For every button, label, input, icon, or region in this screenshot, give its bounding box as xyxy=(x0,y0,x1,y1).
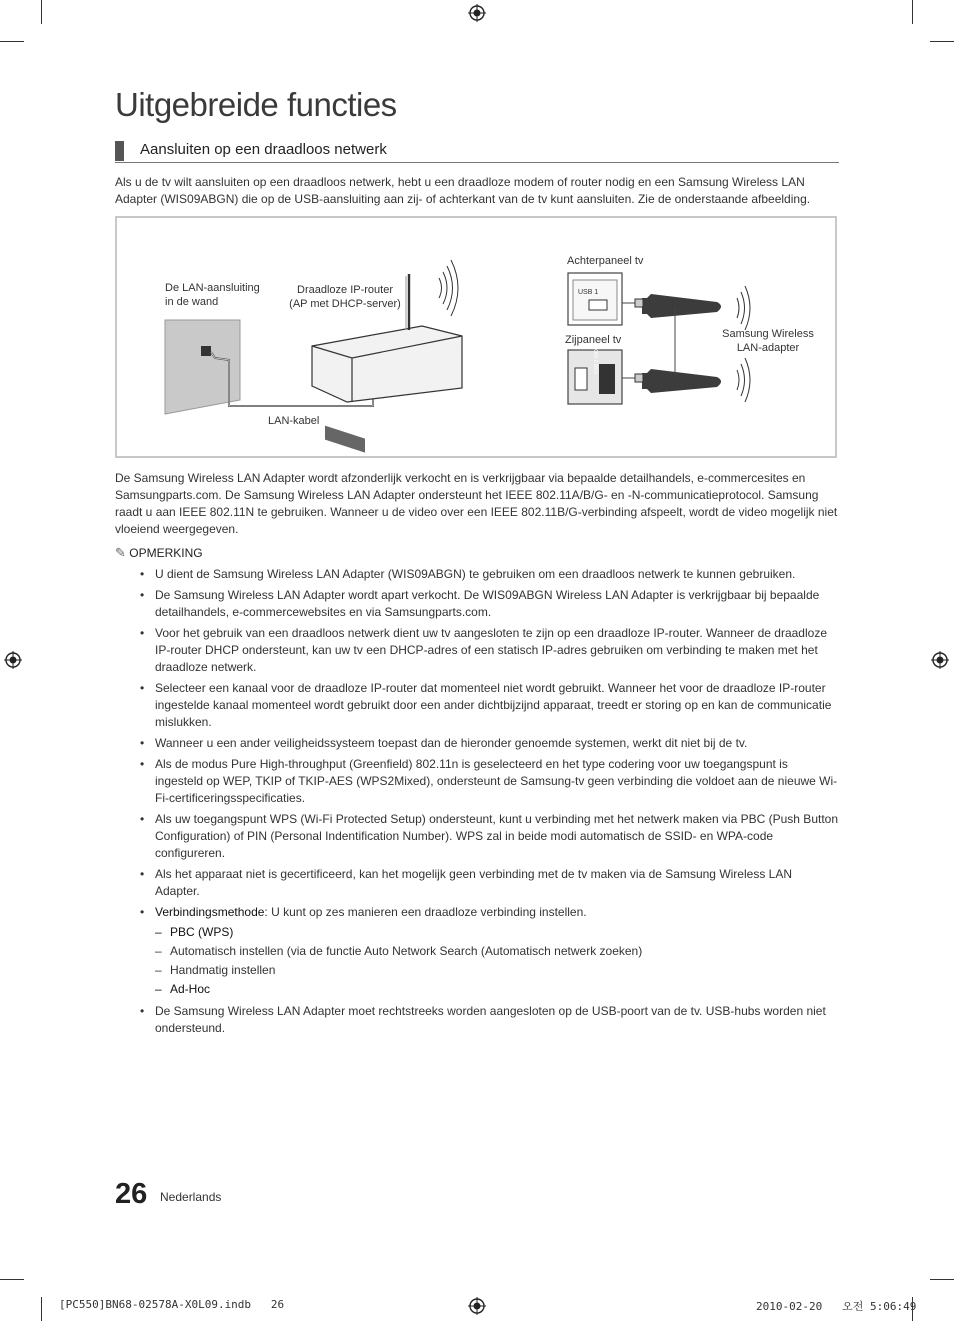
registration-mark-icon xyxy=(468,4,486,22)
usb-side-label: USB 2 (HDD) xyxy=(594,343,600,374)
page-title: Uitgebreide functies xyxy=(115,86,397,123)
wall-socket-icon xyxy=(201,346,211,356)
adapter-label: Samsung Wireless LAN-adapter xyxy=(722,328,814,354)
list-item: • Selecteer een kanaal voor de draadloze IP-router dat momenteel niet wordt gebruikt. Wanneer het voor de draadloze IP-router ingestelde kanaal momenteel wordt gebruikt door een ander dichtbijzijnd apparaat, treedt er storing op en kan de communicatie mislukken. xyxy=(115,680,839,731)
method-option: – PBC (WPS) xyxy=(155,923,839,942)
crop-mark xyxy=(930,41,954,42)
notes-list xyxy=(115,566,839,1041)
wifi-signal-icon xyxy=(439,260,458,316)
crop-mark xyxy=(912,0,913,24)
section-title: Aansluiten op een draadloos netwerk xyxy=(140,141,387,158)
back-panel-label: Achterpaneel tv xyxy=(567,255,644,267)
crop-mark xyxy=(930,1279,954,1280)
wireless-lan-adapter-icon xyxy=(622,294,721,318)
method-text: : U kunt op zes manieren een draadloze verbinding instellen. xyxy=(264,905,587,919)
registration-mark-icon xyxy=(931,651,949,669)
crop-mark xyxy=(0,41,24,42)
intro-paragraph: Als u de tv wilt aansluiten op een draadloos netwerk, hebt u een draadloze modem of router nodig en een Samsung Wireless LAN Adapter (WIS09ABGN) die op de USB-aansluiting aan zij- of achterkant van de tv kunt aansluiten. Zie de onderstaande afbeelding. xyxy=(115,175,811,206)
usb-back-label: USB 1 xyxy=(578,289,599,296)
registration-mark-icon xyxy=(468,1297,486,1315)
crop-mark xyxy=(0,1279,24,1280)
body-paragraph: De Samsung Wireless LAN Adapter wordt afzonderlijk verkocht en is verkrijgbaar via bepaalde detailhandels, e-commercesites en Samsungparts.com. De Samsung Wireless LAN Adapter ondersteunt het IEEE 802.11A/B/G- en -N-communicatieprotocol. Samsung raadt u aan IEEE 802.11N te gebruiken. Wanneer u de video over een IEEE 802.11B/G-verbinding afspeelt, wordt de video mogelijk niet vloeiend weergegeven. xyxy=(115,471,838,536)
registration-mark-icon xyxy=(4,651,22,669)
method-option: – Automatisch instellen (via de functie Auto Network Search (Automatisch netwerk zoeken) xyxy=(155,942,839,961)
list-item: • U dient de Samsung Wireless LAN Adapter (WIS09ABGN) te gebruiken om een draadloos netwerk te kunnen gebruiken. xyxy=(115,566,839,583)
list-item: • De Samsung Wireless LAN Adapter moet rechtstreeks worden aangesloten op de USB-poort van de tv. USB-hubs worden niet ondersteund. xyxy=(115,1003,839,1037)
router-label: Draadloze IP-router (AP met DHCP-server) xyxy=(289,284,401,310)
connection-diagram xyxy=(115,216,837,458)
crop-mark xyxy=(41,0,42,24)
cable-label: LAN-kabel xyxy=(268,415,320,427)
method-option: – Handmatig instellen xyxy=(155,961,839,980)
method-options xyxy=(155,923,839,999)
section-marker xyxy=(115,141,124,161)
list-item: • Voor het gebruik van een draadloos netwerk dient uw tv aangesloten te zijn op een draadloze IP-router. Wanneer de draadloze IP-router DHCP ondersteunt, kan uw tv een DHCP-adres of een statisch IP-adres gebruiken om verbinding te maken met het draadloze netwerk. xyxy=(115,625,839,676)
list-item: • Als het apparaat niet is gecertificeerd, kan het mogelijk geen verbinding met de tv maken via de Samsung Wireless LAN Adapter. xyxy=(115,866,839,900)
list-item: • Wanneer u een ander veiligheidssysteem toepast dan de hieronder genoemde systemen, werkt dit niet bij de tv. xyxy=(115,735,839,752)
method-option: – Ad-Hoc xyxy=(155,980,839,999)
crop-mark xyxy=(41,1297,42,1321)
wireless-lan-adapter-icon xyxy=(622,369,721,393)
list-item: • Als uw toegangspunt WPS (Wi-Fi Protected Setup) ondersteunt, kunt u verbinding met het netwerk maken via PBC (Push Button Configuration) of PIN (Personal Indentification Number). WPS zal in beide modi automatisch de SSID- en WPA-code configureren. xyxy=(115,811,839,862)
pencil-icon: ✎ xyxy=(115,545,126,560)
page-number: 26 xyxy=(115,1178,148,1210)
note-heading: ✎ OPMERKING xyxy=(115,545,203,560)
wall-label: De LAN-aansluiting in de wand xyxy=(165,282,260,308)
list-item: • De Samsung Wireless LAN Adapter wordt apart verkocht. De WIS09ABGN Wireless LAN Adapter is verkrijgbaar bij bepaalde detailhandels, e-commercewebsites en via Samsungparts.com. xyxy=(115,587,839,621)
section-divider xyxy=(115,162,839,163)
footer-file: [PC550]BN68-02578A-X0L09.indb 26 xyxy=(59,1298,285,1311)
list-item: • Als de modus Pure High-throughput (Greenfield) 802.11n is geselecteerd en het type codering voor uw toegangspunt is ingesteld op WEP, TKIP of TKIP-AES (WPS2Mixed), ondersteunt de Samsung-tv geen verbinding die voldoet aan de nieuwe Wi-Fi-certificeringsspecificaties. xyxy=(115,756,839,807)
side-panel-label: Zijpaneel tv xyxy=(565,334,622,346)
list-item xyxy=(115,904,839,999)
method-label: Verbindingsmethode xyxy=(155,905,265,919)
footer-date: 2010-02-20 오전 5:06:49 xyxy=(756,1300,917,1313)
page-language: Nederlands xyxy=(160,1190,222,1204)
